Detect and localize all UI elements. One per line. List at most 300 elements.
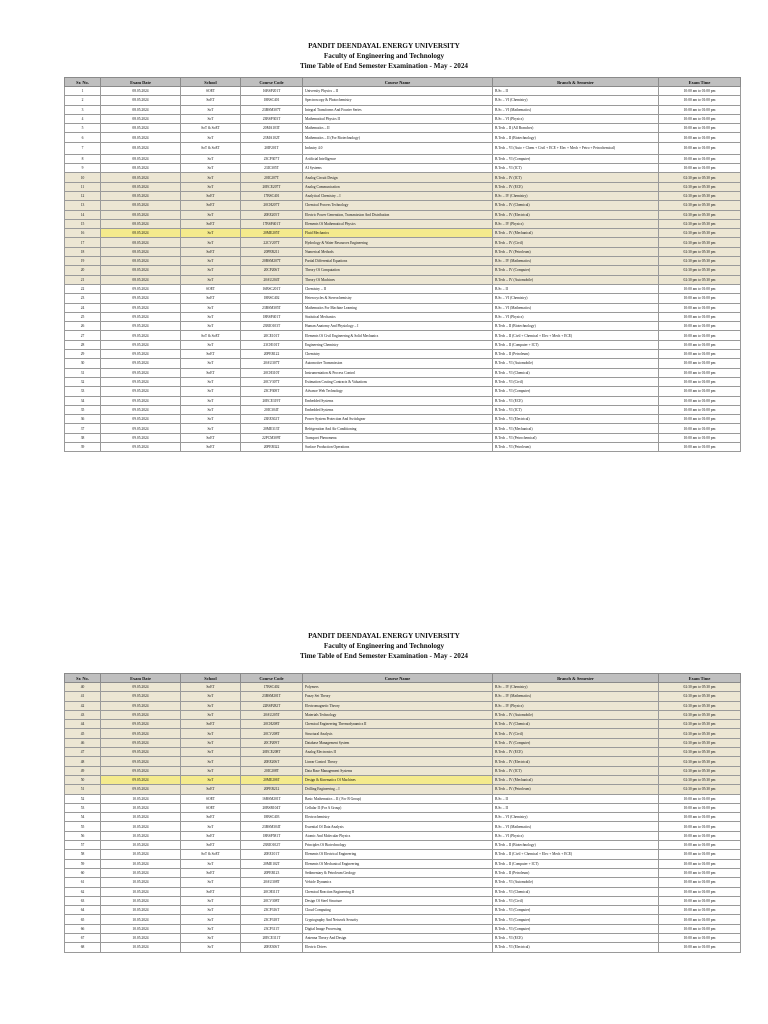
- course-code-cell: 20IC208T: [241, 766, 303, 775]
- sr-no-cell: 27: [65, 331, 101, 340]
- exam-date-cell: 10.05.2024: [101, 850, 181, 859]
- course-code-cell: 20ECE311T: [241, 934, 303, 943]
- sr-no-cell: 11: [65, 182, 101, 191]
- course-name-cell: Atomic And Molecular Physics: [303, 831, 493, 840]
- exam-time-cell: 02:30 pm to 05:30 pm: [659, 775, 741, 784]
- school-cell: SoT: [181, 766, 241, 775]
- exam-date-cell: 08.05.2024: [101, 201, 181, 210]
- exam-time-cell: 10:00 am to 01:00 pm: [659, 433, 741, 442]
- table-row: [65, 114, 741, 123]
- exam-date-cell: 08.05.2024: [101, 210, 181, 219]
- school-cell: SoET: [181, 887, 241, 896]
- branch-semester-cell: B.Tech – VI (Civil): [493, 896, 659, 905]
- school-cell: SoT: [181, 692, 241, 701]
- course-name-cell: Embedded Systems: [303, 405, 493, 414]
- exam-date-cell: 09.05.2024: [101, 322, 181, 331]
- course-name-cell: Principles Of Biotechnology: [303, 841, 493, 850]
- course-name-cell: Chemical Reaction Engineering II: [303, 887, 493, 896]
- exam-time-cell: 02:30 pm to 05:30 pm: [659, 766, 741, 775]
- exam-title: Time Table of End Semester Examination - May - 2024: [299, 652, 469, 660]
- course-code-cell: 23BIO102T: [241, 841, 303, 850]
- course-name-cell: Instrumentation & Process Control: [303, 368, 493, 377]
- timetable-table-1: [64, 77, 741, 452]
- exam-date-cell: 08.05.2024: [101, 275, 181, 284]
- course-name-cell: Hydrology & Water Resources Engineering: [303, 238, 493, 247]
- branch-semester-cell: B.Tech – VI (ICT): [493, 405, 659, 414]
- school-cell: SoT: [181, 377, 241, 386]
- course-code-cell: 23CP308T: [241, 387, 303, 396]
- school-cell: SoT: [181, 229, 241, 238]
- table-row: [65, 775, 741, 784]
- school-cell: SoT & SoET: [181, 331, 241, 340]
- exam-time-cell: 10:00 am to 01:00 pm: [659, 387, 741, 396]
- column-header-exam-time: Exam Time: [659, 78, 741, 87]
- exam-time-cell: 02:30 pm to 05:30 pm: [659, 173, 741, 182]
- exam-time-cell: 10:00 am to 01:00 pm: [659, 154, 741, 163]
- sr-no-cell: 68: [65, 943, 101, 952]
- school-cell: SoT: [181, 906, 241, 915]
- exam-date-cell: 08.05.2024: [101, 96, 181, 105]
- school-cell: SoT: [181, 915, 241, 924]
- table-row: [65, 173, 741, 182]
- exam-time-cell: 10:00 am to 01:00 pm: [659, 377, 741, 386]
- exam-time-cell: 10:00 am to 01:00 pm: [659, 943, 741, 952]
- course-name-cell: Polymers: [303, 683, 493, 692]
- school-cell: SOET: [181, 803, 241, 812]
- page-2-header: [0, 590, 768, 661]
- course-code-cell: 17BSC402: [241, 683, 303, 692]
- exam-date-cell: 08.05.2024: [101, 247, 181, 256]
- sr-no-cell: 25: [65, 312, 101, 321]
- exam-date-cell: 10.05.2024: [101, 878, 181, 887]
- school-cell: SoET: [181, 191, 241, 200]
- sr-no-cell: 48: [65, 757, 101, 766]
- sr-no-cell: 29: [65, 350, 101, 359]
- course-name-cell: Chemistry: [303, 350, 493, 359]
- school-cell: SoET: [181, 350, 241, 359]
- exam-date-cell: 10.05.2024: [101, 887, 181, 896]
- table-row: [65, 738, 741, 747]
- school-cell: SoET: [181, 841, 241, 850]
- course-name-cell: Linear Control Theory: [303, 757, 493, 766]
- exam-date-cell: 09.05.2024: [101, 387, 181, 396]
- exam-time-cell: 10:00 am to 01:00 pm: [659, 934, 741, 943]
- school-cell: SoT: [181, 275, 241, 284]
- exam-date-cell: 09.05.2024: [101, 720, 181, 729]
- course-name-cell: Integral Transforms And Fourier Series: [303, 105, 493, 114]
- course-code-cell: 20ECE319T: [241, 396, 303, 405]
- course-name-cell: Digital Image Processing: [303, 924, 493, 933]
- school-cell: SoT: [181, 303, 241, 312]
- branch-semester-cell: B.Sc – VI (Chemistry): [493, 96, 659, 105]
- exam-time-cell: 02:30 pm to 05:30 pm: [659, 748, 741, 757]
- branch-semester-cell: B.Tech – VI (Mechanical): [493, 424, 659, 433]
- branch-semester-cell: B.Tech – II (Petroleum): [493, 868, 659, 877]
- exam-time-cell: 10:00 am to 01:00 pm: [659, 831, 741, 840]
- branch-semester-cell: B.Sc – VI (Physics): [493, 114, 659, 123]
- column-header-exam-date: Exam Date: [101, 78, 181, 87]
- school-cell: SoT: [181, 415, 241, 424]
- exam-date-cell: 09.05.2024: [101, 415, 181, 424]
- course-name-cell: Engineering Chemistry: [303, 340, 493, 349]
- exam-time-cell: 02:30 pm to 05:30 pm: [659, 229, 741, 238]
- exam-date-cell: 10.05.2024: [101, 803, 181, 812]
- sr-no-cell: 65: [65, 915, 101, 924]
- course-code-cell: 20EE206T: [241, 757, 303, 766]
- exam-date-cell: 08.05.2024: [101, 229, 181, 238]
- course-name-cell: Electromagnetic Theory: [303, 701, 493, 710]
- school-cell: SoT: [181, 757, 241, 766]
- sr-no-cell: 51: [65, 785, 101, 794]
- table-row: [65, 219, 741, 228]
- course-name-cell: Elements Of Mechanical Engineering: [303, 859, 493, 868]
- sr-no-cell: 9: [65, 164, 101, 173]
- branch-semester-cell: B.Tech – II (Biotechnology): [493, 322, 659, 331]
- exam-time-cell: 02:30 pm to 05:30 pm: [659, 738, 741, 747]
- branch-semester-cell: B.Tech – IV (ICT): [493, 173, 659, 182]
- branch-semester-cell: B.Sc – VI (Chemistry): [493, 813, 659, 822]
- exam-date-cell: 09.05.2024: [101, 331, 181, 340]
- exam-date-cell: 08.05.2024: [101, 173, 181, 182]
- school-cell: SoT: [181, 266, 241, 275]
- exam-date-cell: 10.05.2024: [101, 813, 181, 822]
- course-code-cell: 20PEB122: [241, 350, 303, 359]
- sr-no-cell: 32: [65, 377, 101, 386]
- course-name-cell: Mathematical Physics II: [303, 114, 493, 123]
- course-name-cell: Refrigeration And Air Conditioning: [303, 424, 493, 433]
- branch-semester-cell: B.Tech – VI (Computer): [493, 387, 659, 396]
- branch-semester-cell: B.Tech – VI (Electrical): [493, 415, 659, 424]
- school-cell: SoET: [181, 247, 241, 256]
- sr-no-cell: 50: [65, 775, 101, 784]
- sr-no-cell: 36: [65, 415, 101, 424]
- school-cell: SoT: [181, 133, 241, 142]
- exam-time-cell: 10:00 am to 01:00 pm: [659, 294, 741, 303]
- course-name-cell: Fuzzy Set Theory: [303, 692, 493, 701]
- exam-time-cell: 02:30 pm to 05:30 pm: [659, 266, 741, 275]
- exam-time-cell: 02:30 pm to 05:30 pm: [659, 710, 741, 719]
- exam-date-cell: 09.05.2024: [101, 294, 181, 303]
- column-header-exam-time: Exam Time: [659, 674, 741, 683]
- branch-semester-cell: B.Tech – IV (Chemical): [493, 201, 659, 210]
- sr-no-cell: 18: [65, 247, 101, 256]
- table-row: [65, 906, 741, 915]
- sr-no-cell: 66: [65, 924, 101, 933]
- sr-no-cell: 7: [65, 142, 101, 154]
- branch-semester-cell: B.Tech – II (Petroleum): [493, 350, 659, 359]
- course-code-cell: 20CV208T: [241, 729, 303, 738]
- column-header-branch-semester: Branch & Semester: [493, 674, 659, 683]
- school-cell: SoT: [181, 943, 241, 952]
- school-cell: SOET: [181, 794, 241, 803]
- column-header-course-code: Course Code: [241, 78, 303, 87]
- exam-time-cell: 10:00 am to 01:00 pm: [659, 794, 741, 803]
- course-name-cell: Mathematics – II (For Biotechnology): [303, 133, 493, 142]
- school-cell: SoT: [181, 738, 241, 747]
- school-cell: SoET: [181, 433, 241, 442]
- table-row: [65, 201, 741, 210]
- course-name-cell: Estimation Costing Contracts & Valuations: [303, 377, 493, 386]
- table-row: [65, 757, 741, 766]
- exam-time-cell: 10:00 am to 01:00 pm: [659, 359, 741, 368]
- course-code-cell: 20ECE208T: [241, 748, 303, 757]
- school-cell: SoT: [181, 257, 241, 266]
- exam-time-cell: 10:00 am to 01:00 pm: [659, 350, 741, 359]
- course-name-cell: Artificial Intelligence: [303, 154, 493, 163]
- sr-no-cell: 33: [65, 387, 101, 396]
- branch-semester-cell: B.Sc – VI (Mathematics): [493, 822, 659, 831]
- sr-no-cell: 63: [65, 896, 101, 905]
- sr-no-cell: 19: [65, 257, 101, 266]
- sr-no-cell: 46: [65, 738, 101, 747]
- exam-date-cell: 08.05.2024: [101, 219, 181, 228]
- branch-semester-cell: B.Tech – VI (ECE): [493, 396, 659, 405]
- course-code-cell: 20AU205T: [241, 710, 303, 719]
- branch-semester-cell: B.Tech – VI (ICT): [493, 164, 659, 173]
- course-code-cell: 23BSM201T: [241, 692, 303, 701]
- sr-no-cell: 6: [65, 133, 101, 142]
- course-code-cell: 23CP311T: [241, 924, 303, 933]
- school-cell: SoT: [181, 322, 241, 331]
- exam-date-cell: 10.05.2024: [101, 915, 181, 924]
- course-name-cell: Embedded Systems: [303, 396, 493, 405]
- table-row: [65, 359, 741, 368]
- exam-date-cell: 08.05.2024: [101, 238, 181, 247]
- exam-date-cell: 09.05.2024: [101, 405, 181, 414]
- sr-no-cell: 45: [65, 729, 101, 738]
- table-row: [65, 720, 741, 729]
- exam-date-cell: 10.05.2024: [101, 906, 181, 915]
- exam-time-cell: 10:00 am to 01:00 pm: [659, 915, 741, 924]
- school-cell: SoT: [181, 396, 241, 405]
- school-cell: SoT & SoET: [181, 124, 241, 133]
- exam-time-cell: 02:30 pm to 05:30 pm: [659, 210, 741, 219]
- branch-semester-cell: B.Sc – II: [493, 87, 659, 96]
- branch-semester-cell: B.Tech – IV (Automobile): [493, 710, 659, 719]
- table-row: [65, 182, 741, 191]
- exam-time-cell: 10:00 am to 01:00 pm: [659, 322, 741, 331]
- sr-no-cell: 38: [65, 433, 101, 442]
- exam-date-cell: 09.05.2024: [101, 710, 181, 719]
- school-cell: SOET: [181, 284, 241, 293]
- course-name-cell: Mathematics For Machine Learning: [303, 303, 493, 312]
- table-row: [65, 405, 741, 414]
- sr-no-cell: 26: [65, 322, 101, 331]
- branch-semester-cell: B.Tech – II (Civil + Chemical + Elec + Mech + ECE): [493, 850, 659, 859]
- table-row: [65, 331, 741, 340]
- course-code-cell: 16BSM201T: [241, 794, 303, 803]
- exam-date-cell: 09.05.2024: [101, 738, 181, 747]
- branch-semester-cell: B.Sc – VI (Chemistry): [493, 294, 659, 303]
- school-cell: SoET: [181, 720, 241, 729]
- course-code-cell: 20IC207T: [241, 173, 303, 182]
- exam-time-cell: 02:30 pm to 05:30 pm: [659, 247, 741, 256]
- table-row: [65, 87, 741, 96]
- exam-time-cell: 10:00 am to 01:00 pm: [659, 312, 741, 321]
- school-cell: SoT: [181, 859, 241, 868]
- table-row: [65, 266, 741, 275]
- exam-date-cell: 10.05.2024: [101, 943, 181, 952]
- table-row: [65, 229, 741, 238]
- table-row: [65, 794, 741, 803]
- exam-time-cell: 10:00 am to 01:00 pm: [659, 424, 741, 433]
- course-name-cell: Electric Drives: [303, 943, 493, 952]
- branch-semester-cell: B.Tech – IV (Civil): [493, 729, 659, 738]
- exam-date-cell: 09.05.2024: [101, 312, 181, 321]
- course-code-cell: 18BSC403: [241, 813, 303, 822]
- table-header-row: [65, 78, 741, 87]
- course-code-cell: 23CH101T: [241, 340, 303, 349]
- course-name-cell: Surface Production Operations: [303, 442, 493, 451]
- sr-no-cell: 2: [65, 96, 101, 105]
- sr-no-cell: 40: [65, 683, 101, 692]
- course-code-cell: 20CH207T: [241, 201, 303, 210]
- course-code-cell: 20BSB104T: [241, 803, 303, 812]
- course-name-cell: Chemical Engineering Thermodynamics II: [303, 720, 493, 729]
- course-name-cell: Analog Communication: [303, 182, 493, 191]
- exam-date-cell: 08.05.2024: [101, 191, 181, 200]
- table-row: [65, 133, 741, 142]
- page-2: [0, 590, 768, 950]
- exam-date-cell: 08.05.2024: [101, 154, 181, 163]
- course-code-cell: 22BSP282T: [241, 701, 303, 710]
- branch-semester-cell: B.Tech – VI (Computer): [493, 924, 659, 933]
- sr-no-cell: 16: [65, 229, 101, 238]
- sr-no-cell: 42: [65, 701, 101, 710]
- exam-time-cell: 10:00 am to 01:00 pm: [659, 859, 741, 868]
- course-name-cell: Analytical Chemistry – I: [303, 191, 493, 200]
- exam-date-cell: 08.05.2024: [101, 133, 181, 142]
- branch-semester-cell: B.Sc – VI (Mathematics): [493, 105, 659, 114]
- branch-semester-cell: B.Tech – IV (Chemical): [493, 720, 659, 729]
- branch-semester-cell: B.Tech – VI (ECE): [493, 934, 659, 943]
- sr-no-cell: 5: [65, 124, 101, 133]
- school-cell: SoET: [181, 831, 241, 840]
- table-row: [65, 154, 741, 163]
- exam-date-cell: 09.05.2024: [101, 785, 181, 794]
- sr-no-cell: 13: [65, 201, 101, 210]
- column-header-course-name: Course Name: [303, 674, 493, 683]
- exam-time-cell: 10:00 am to 01:00 pm: [659, 841, 741, 850]
- school-cell: SoT: [181, 896, 241, 905]
- exam-time-cell: 10:00 am to 01:00 pm: [659, 442, 741, 451]
- course-name-cell: AI Systems: [303, 164, 493, 173]
- table-row: [65, 350, 741, 359]
- exam-time-cell: 10:00 am to 01:00 pm: [659, 924, 741, 933]
- column-header-course-code: Course Code: [241, 674, 303, 683]
- exam-date-cell: 10.05.2024: [101, 841, 181, 850]
- school-cell: SoT: [181, 729, 241, 738]
- school-cell: SoT: [181, 359, 241, 368]
- course-name-cell: Spectroscopy & Photochemistry: [303, 96, 493, 105]
- exam-time-cell: 10:00 am to 01:00 pm: [659, 405, 741, 414]
- sr-no-cell: 24: [65, 303, 101, 312]
- table-header-row: [65, 674, 741, 683]
- exam-date-cell: 09.05.2024: [101, 757, 181, 766]
- sr-no-cell: 55: [65, 822, 101, 831]
- branch-semester-cell: B.Tech – II (Computer + ICT): [493, 859, 659, 868]
- course-name-cell: Fluid Mechanics: [303, 229, 493, 238]
- course-name-cell: Power System Protection And Switchgear: [303, 415, 493, 424]
- branch-semester-cell: B.Tech – IV (ECE): [493, 748, 659, 757]
- course-code-cell: 20BSM207T: [241, 257, 303, 266]
- exam-time-cell: 02:30 pm to 05:30 pm: [659, 785, 741, 794]
- school-cell: SoT: [181, 405, 241, 414]
- exam-date-cell: 08.05.2024: [101, 182, 181, 191]
- sr-no-cell: 1: [65, 87, 101, 96]
- branch-semester-cell: B.Sc – II: [493, 794, 659, 803]
- table-row: [65, 368, 741, 377]
- course-name-cell: Heterocycles & Stereochemistry: [303, 294, 493, 303]
- course-code-cell: 23BSM305T: [241, 303, 303, 312]
- course-code-cell: 23BSM304T: [241, 822, 303, 831]
- branch-semester-cell: B.Tech – VI (Computer): [493, 154, 659, 163]
- sr-no-cell: 39: [65, 442, 101, 451]
- exam-date-cell: 09.05.2024: [101, 748, 181, 757]
- course-code-cell: 20AU307T: [241, 359, 303, 368]
- course-name-cell: Statistical Mechanics: [303, 312, 493, 321]
- sr-no-cell: 41: [65, 692, 101, 701]
- table-row: [65, 322, 741, 331]
- exam-date-cell: 10.05.2024: [101, 794, 181, 803]
- table-row: [65, 859, 741, 868]
- course-name-cell: Numerical Methods: [303, 247, 493, 256]
- school-cell: SoET: [181, 683, 241, 692]
- course-name-cell: Electric Power Generation, Transmission And Distribution: [303, 210, 493, 219]
- exam-time-cell: 10:00 am to 01:00 pm: [659, 850, 741, 859]
- course-name-cell: Structural Analysis: [303, 729, 493, 738]
- branch-semester-cell: B.Sc – VI (Physics): [493, 831, 659, 840]
- course-code-cell: 18BSP401T: [241, 312, 303, 321]
- exam-date-cell: 09.05.2024: [101, 377, 181, 386]
- exam-date-cell: 08.05.2024: [101, 114, 181, 123]
- table-row: [65, 822, 741, 831]
- course-name-cell: Industry 4.0: [303, 142, 493, 154]
- branch-semester-cell: B.Tech – II (Civil + Chemical + Elec + Mech + ECE): [493, 331, 659, 340]
- branch-semester-cell: B.Tech – IV (Mechanical): [493, 229, 659, 238]
- school-cell: SoT: [181, 173, 241, 182]
- exam-date-cell: 09.05.2024: [101, 368, 181, 377]
- school-cell: SoT: [181, 748, 241, 757]
- course-code-cell: 20PEB212: [241, 785, 303, 794]
- university-name: PANDIT DEENDAYAL ENERGY UNIVERSITY: [308, 632, 460, 640]
- course-name-cell: Antenna Theory And Design: [303, 934, 493, 943]
- branch-semester-cell: B.Sc – IV (Physics): [493, 701, 659, 710]
- exam-time-cell: 10:00 am to 01:00 pm: [659, 896, 741, 905]
- school-cell: SoET: [181, 96, 241, 105]
- branch-semester-cell: B.Tech – II (All Branches): [493, 124, 659, 133]
- branch-semester-cell: B.Tech – IV (Electrical): [493, 757, 659, 766]
- exam-date-cell: 10.05.2024: [101, 868, 181, 877]
- table-row: [65, 96, 741, 105]
- table-row: [65, 934, 741, 943]
- table-row: [65, 247, 741, 256]
- branch-semester-cell: B.Tech – VI (Electrical): [493, 943, 659, 952]
- school-cell: SoET: [181, 813, 241, 822]
- exam-time-cell: 02:30 pm to 05:30 pm: [659, 683, 741, 692]
- column-header-course-name: Course Name: [303, 78, 493, 87]
- branch-semester-cell: B.Sc – VI (Mathematics): [493, 303, 659, 312]
- school-cell: SoT: [181, 182, 241, 191]
- table-row: [65, 424, 741, 433]
- exam-time-cell: 10:00 am to 01:00 pm: [659, 142, 741, 154]
- course-code-cell: 23BSM307T: [241, 105, 303, 114]
- school-cell: SoT: [181, 105, 241, 114]
- school-cell: SoET: [181, 442, 241, 451]
- school-cell: SoET: [181, 368, 241, 377]
- course-name-cell: Vehicle Dynamics: [303, 878, 493, 887]
- exam-time-cell: 10:00 am to 01:00 pm: [659, 803, 741, 812]
